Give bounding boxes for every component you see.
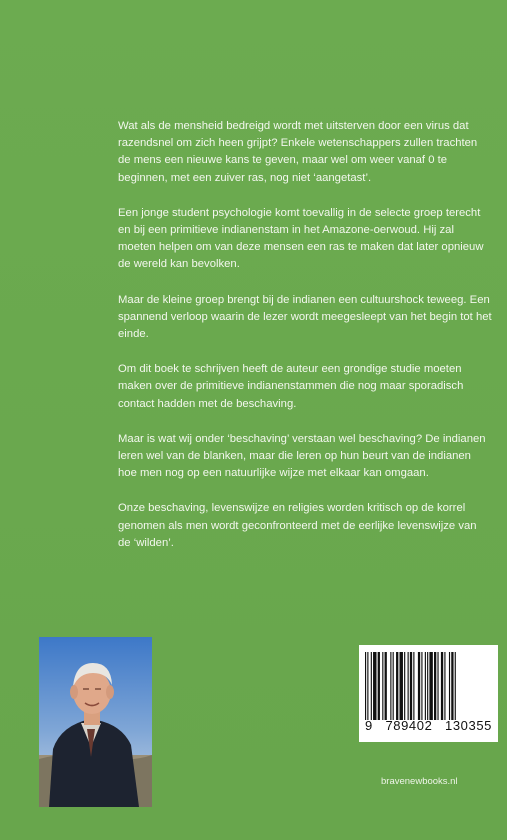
blurb-paragraph-4: Om dit boek te schrijven heeft de auteur een grondige studie moeten maken over de primitieve indianenstammen die nog maar sporadisch contact hadden met de beschaving. <box>118 363 464 410</box>
author-photo <box>39 637 152 807</box>
barcode-bar <box>382 652 383 720</box>
barcode-bar <box>367 652 368 720</box>
barcode-bar <box>393 652 394 720</box>
barcode-digits <box>359 718 498 733</box>
barcode-bar <box>408 652 409 720</box>
barcode-bar <box>451 652 453 720</box>
blurb-paragraph-2: Een jonge student psychologie komt toevallig in de selecte groep terecht en bij een primitieve indianenstam in het Amazone-oerwoud. Hij zal moeten helpen om van deze mensen een ras te maken dat later opnieuw de wereld kan bevolken. <box>118 206 484 271</box>
barcode-group-1: 789402 <box>385 718 433 733</box>
blurb-paragraph-3: Maar de kleine groep brengt bij de indianen een cultuurshock teweeg. Een spannend verloop waarin de lezer wordt meegesleept van het begin tot het einde. <box>118 293 492 341</box>
blurb-paragraph-1: Wat als de mensheid bedreigd wordt met uitsterven door een virus dat razendsnel om zich heen grijpt? Enkele wetenschappers zullen trachten de mens een nieuwe kans te geven, maar wel om weer vanaf 0 te beginnen, met een zuiver ras, nog niet ‘aangetast’. <box>118 120 478 184</box>
barcode-bar <box>373 652 376 720</box>
barcode-bar <box>400 652 403 720</box>
barcode-bars <box>365 652 491 720</box>
barcode-bar <box>385 652 387 720</box>
barcode-bar <box>421 652 422 720</box>
isbn-barcode <box>359 645 498 742</box>
barcode-bar <box>410 652 412 720</box>
blurb-paragraph-6: Onze beschaving, levenswijze en religies worden kritisch op de korrel genomen als men wordt geconfronteerd met de eerlijke levenswijze van de ‘wilden’. <box>118 502 477 549</box>
barcode-bar <box>444 652 445 720</box>
blurb-text <box>118 118 492 570</box>
barcode-bar <box>371 652 372 720</box>
blurb-paragraph-5: Maar is wat wij onder ‘beschaving’ verstaan wel beschaving? De indianen leren wel van de blanken, maar die leren op hun beurt van de indianen hoe men nog op een natuurlijke wijze met elkaar kan omgaan. <box>118 432 486 480</box>
barcode-bar <box>396 652 398 720</box>
barcode-bar <box>418 652 420 720</box>
barcode-prefix: 9 <box>365 718 373 733</box>
barcode-bar <box>449 652 450 720</box>
barcode-bar <box>390 652 391 720</box>
barcode-bar <box>378 652 380 720</box>
barcode-bar <box>427 652 428 720</box>
barcode-bar <box>413 652 414 720</box>
barcode-bar <box>441 652 443 720</box>
publisher-url: bravenewbooks.nl <box>381 776 458 787</box>
barcode-bar <box>437 652 438 720</box>
barcode-bar <box>429 652 432 720</box>
barcode-bar <box>425 652 426 720</box>
barcode-bar <box>365 652 366 720</box>
barcode-bar <box>404 652 405 720</box>
barcode-bar <box>434 652 436 720</box>
barcode-bar <box>455 652 456 720</box>
barcode-group-2: 130355 <box>445 718 492 733</box>
